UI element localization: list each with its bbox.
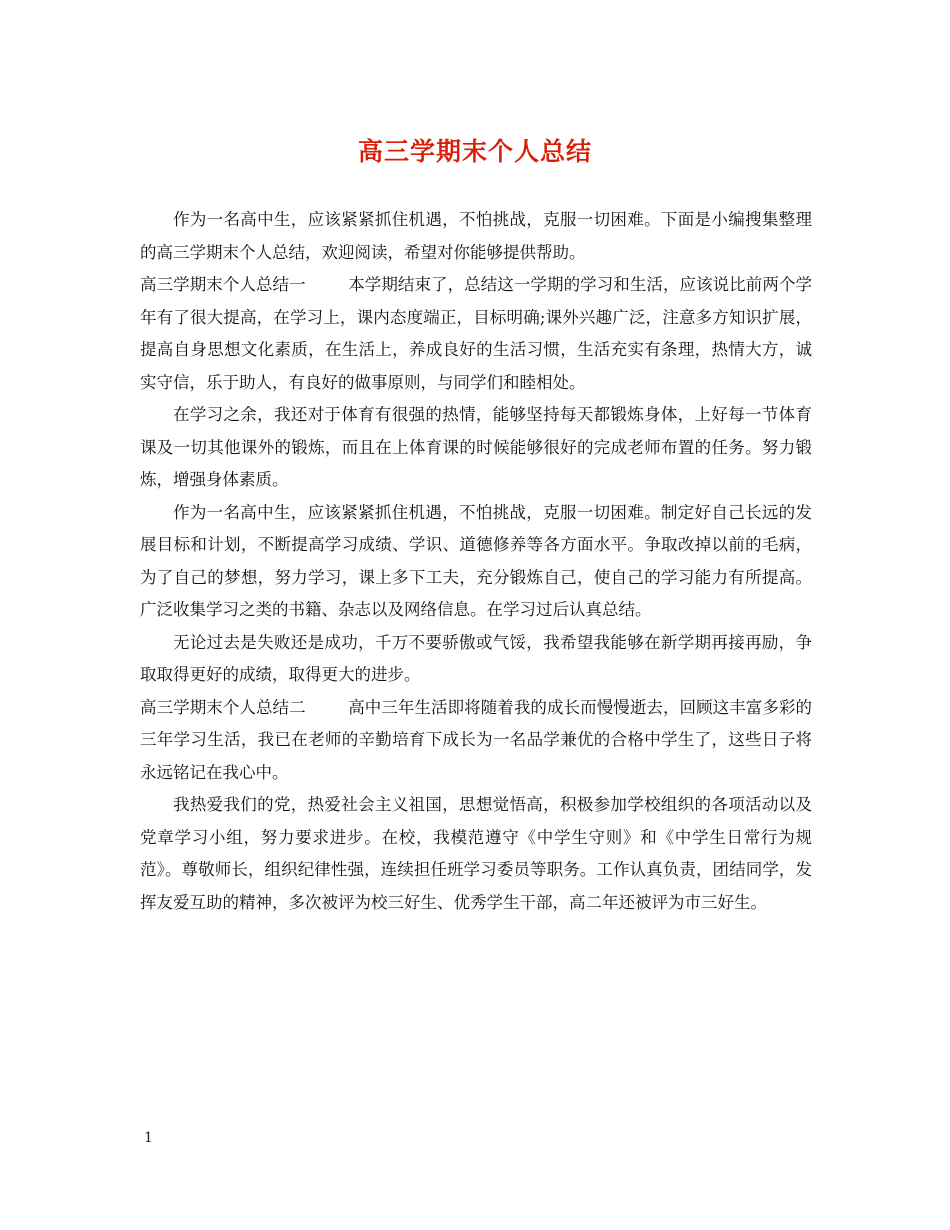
page-number: 1: [144, 1130, 153, 1146]
section-heading: 高三学期末个人总结二: [140, 697, 306, 717]
paragraph-progress: [140, 627, 812, 692]
paragraph-intro: [140, 204, 812, 269]
paragraph-text: 无论过去是失败还是成功，千万不要骄傲或气馁，我希望我能够在新学期再接再励，争取取得更好的成绩，取得更大的进步。: [140, 632, 812, 684]
paragraph-text: 我热爱我们的党，热爱社会主义祖国，思想觉悟高，积极参加学校组织的各项活动以及党章学习小组，努力要求进步。在校，我模范遵守《中学生守则》和《中学生日常行为规范》。尊敬师长，组织纪律性强，连续担任班学习委员等职务。工作认真负责，团结同学，发挥友爱互助的精神，多次被评为校三好生、优秀学生干部，高二年还被评为市三好生。: [140, 795, 812, 912]
paragraph-text: 作为一名高中生，应该紧紧抓住机遇，不怕挑战，克服一切困难。下面是小编搜集整理的高三学期末个人总结，欢迎阅读，希望对你能够提供帮助。: [140, 210, 812, 262]
document-title: 高三学期末个人总结: [357, 137, 592, 166]
paragraph-goals: [140, 497, 812, 627]
paragraph-text: 作为一名高中生，应该紧紧抓住机遇，不怕挑战，克服一切困难。制定好自己长远的发展目标和计划，不断提高学习成绩、学识、道德修养等各方面水平。争取改掉以前的毛病，为了自己的梦想，努力学习，课上多下工夫，充分锻炼自己，使自己的学习能力有所提高。广泛收集学习之类的书籍、杂志以及网络信息。在学习过后认真总结。: [140, 502, 812, 619]
heading-gap: [306, 275, 349, 294]
paragraph-sports: [140, 399, 812, 497]
paragraph-text: 在学习之余，我还对于体育有很强的热情，能够坚持每天都锻炼身体，上好每一节体育课及一切其他课外的锻炼，而且在上体育课的时候能够很好的完成老师布置的任务。努力锻炼，增强身体素质。: [140, 405, 812, 489]
document-body: [140, 204, 812, 919]
heading-gap: [306, 698, 349, 717]
section-heading: 高三学期末个人总结一: [140, 275, 306, 294]
paragraph-text: 本学期结束了，总结这一学期的学习和生活，应该说比前两个学年有了很大提高，在学习上，课内态度端正，目标明确;课外兴趣广泛，注意多方知识扩展，提高自身思想文化素质，在生活上，养成良好的生活习惯，生活充实有条理，热情大方，诚实守信，乐于助人，有良好的做事原则，与同学们和睦相处。: [140, 275, 813, 392]
section-one-paragraph: [140, 269, 812, 399]
paragraph-text: 高中三年生活即将随着我的成长而慢慢逝去，回顾这丰富多彩的三年学习生活，我已在老师的辛勤培育下成长为一名品学兼优的合格中学生了，这些日子将永远铭记在我心中。: [140, 697, 813, 782]
paragraph-conduct: [140, 789, 812, 919]
section-two-paragraph: [140, 692, 812, 790]
